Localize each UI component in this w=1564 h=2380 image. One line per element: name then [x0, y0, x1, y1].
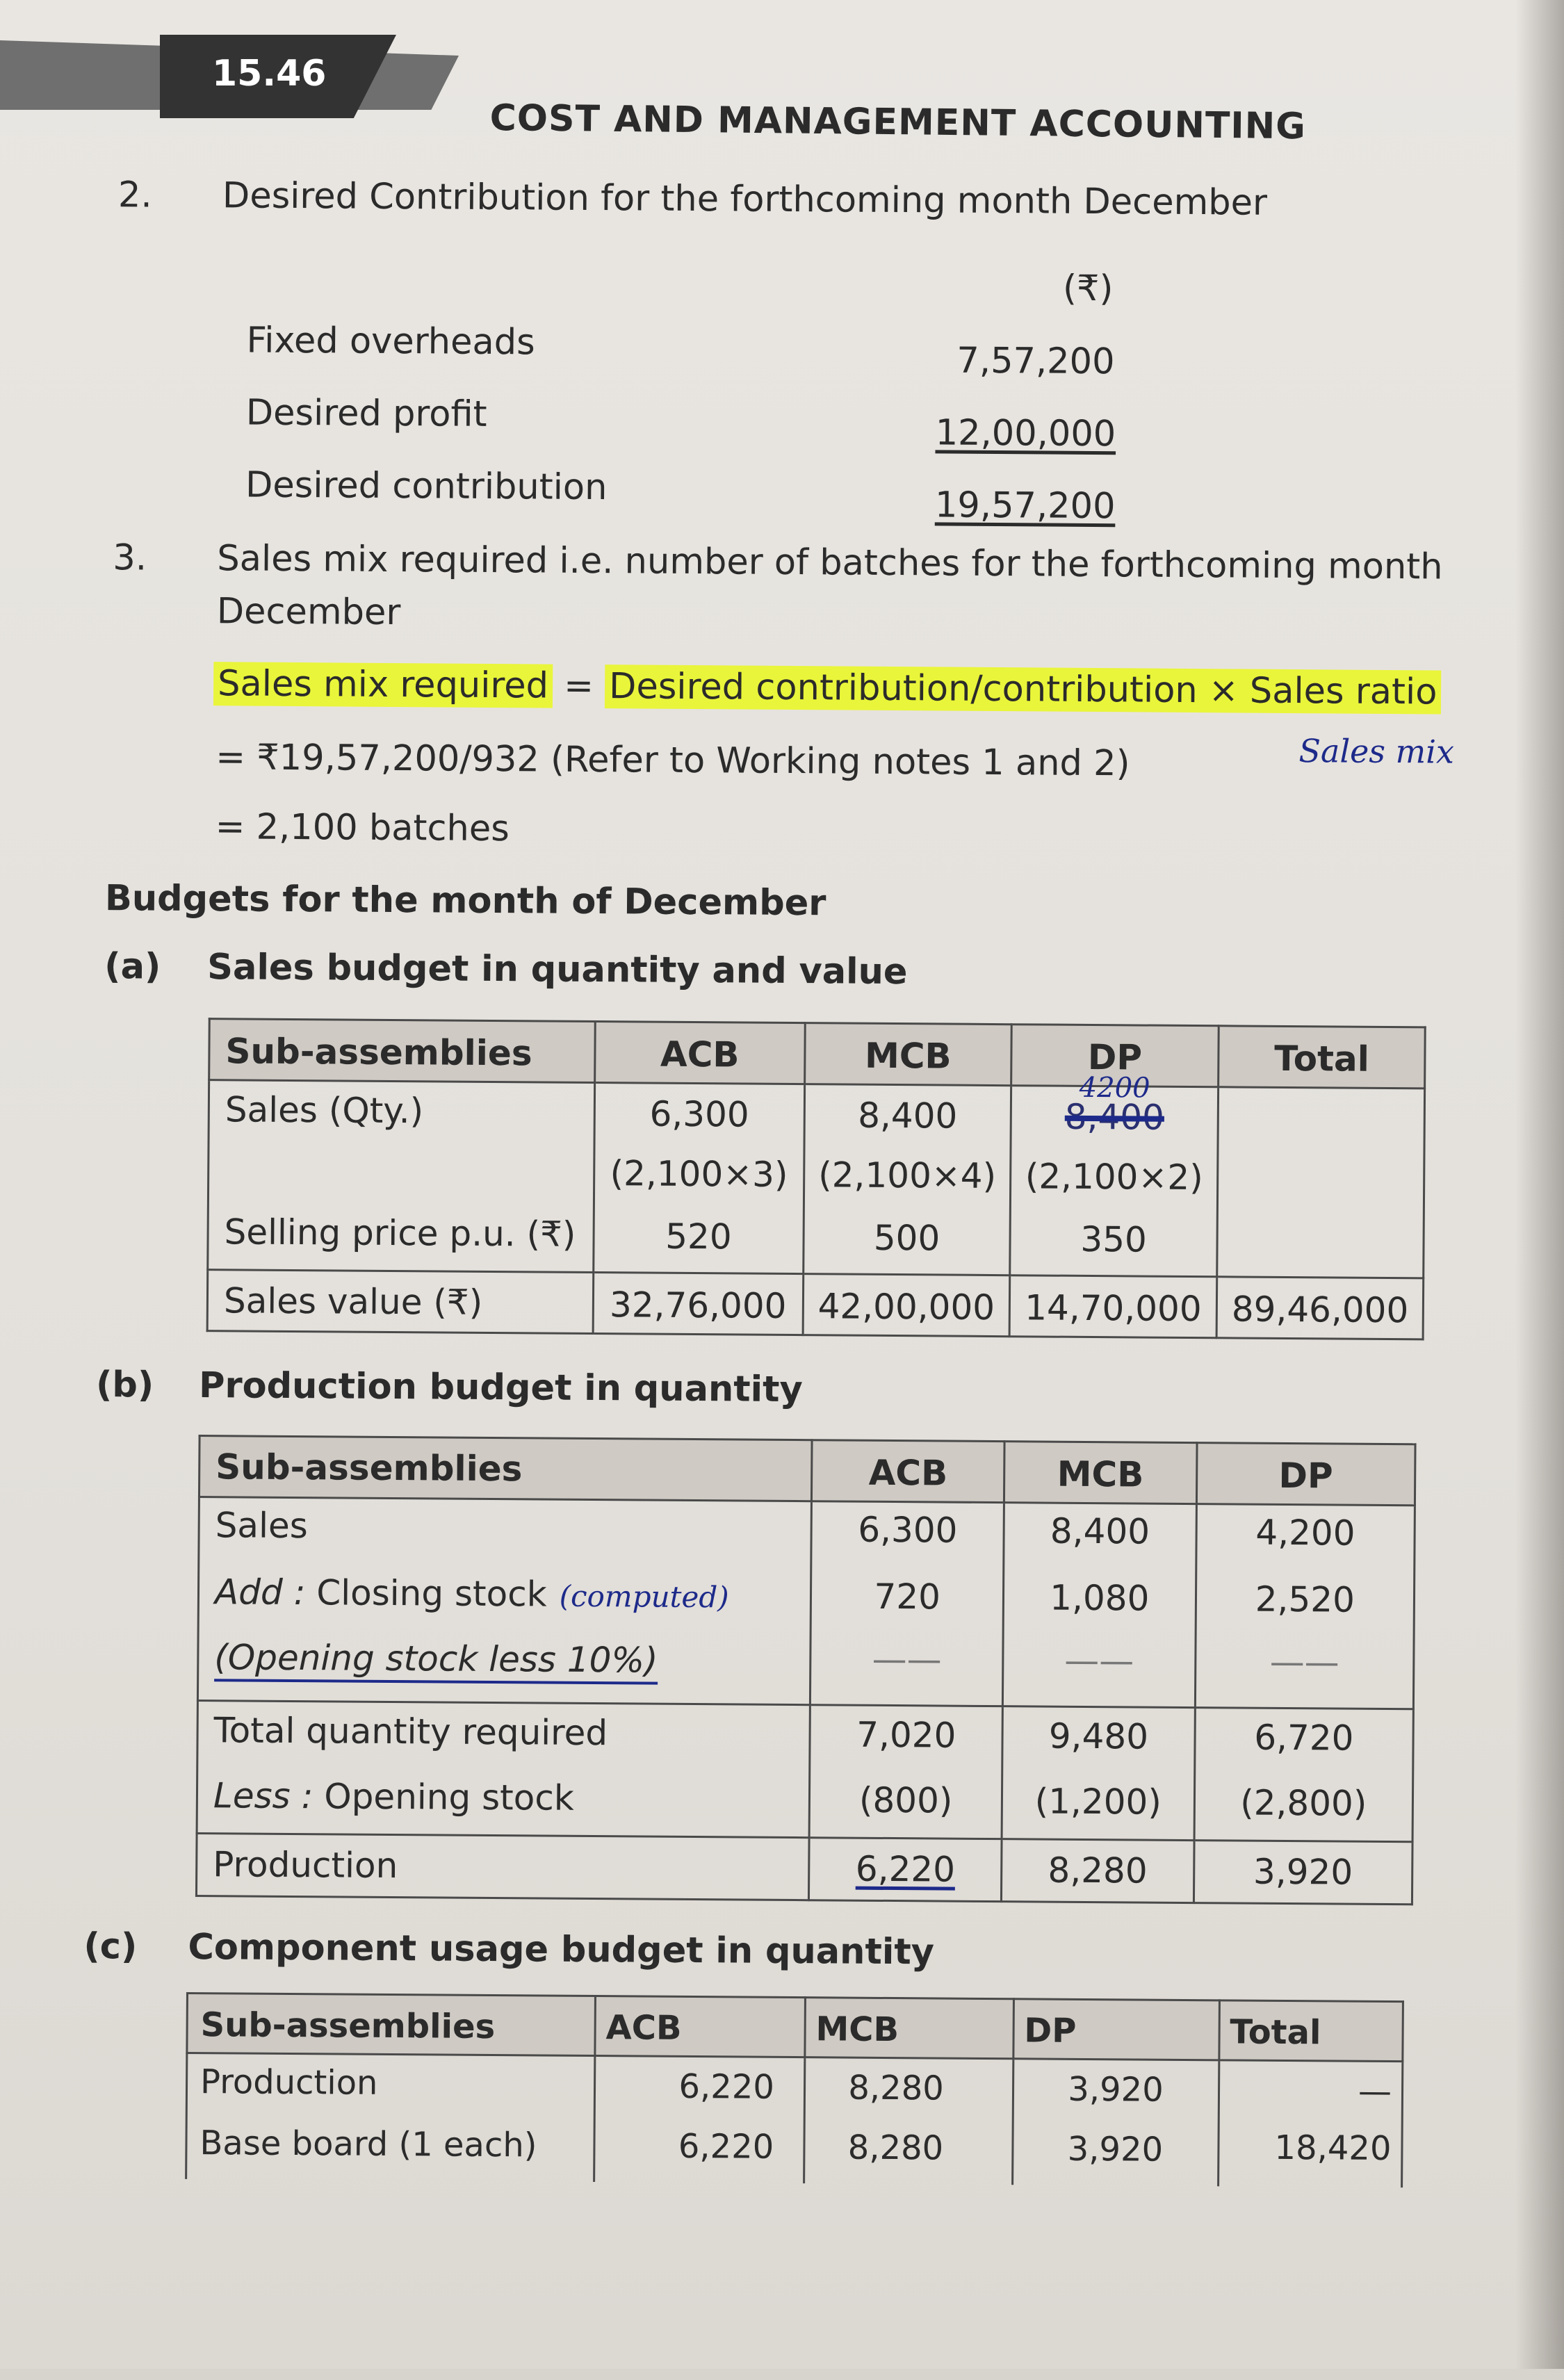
mcb-sales-qty: 8,400 [857, 1095, 958, 1136]
mcb-price: 500 [873, 1217, 940, 1259]
formula-highlight-left: Sales mix required [213, 662, 553, 708]
mcb-total-qty: 9,480 [1048, 1715, 1149, 1757]
header-sub-assemblies: Sub-assemblies [225, 1031, 532, 1074]
mcb-cell [804, 1084, 1011, 1275]
header-total: Total [1230, 2012, 1321, 2053]
mcb-cell [1002, 1706, 1195, 1841]
formula-highlight-right: Desired contribution/contribution × Sales ratio [605, 665, 1442, 714]
dp-production-cell [1194, 1841, 1412, 1905]
sales-value-label: Sales value (₹) [223, 1280, 483, 1323]
row-label-cell [207, 1270, 593, 1334]
header-cell [209, 1019, 595, 1083]
sales-mix-formula [213, 663, 1442, 712]
dp-cell [1012, 2059, 1219, 2187]
table-a-label: (a) [104, 946, 161, 988]
mcb-opening-stock: (1,200) [1034, 1781, 1162, 1823]
header-sub-assemblies: Sub-assemblies [215, 1446, 523, 1490]
total-qty-label: Total quantity required [213, 1710, 608, 1754]
header-cell [1013, 1999, 1220, 2060]
header-acb: ACB [868, 1452, 948, 1494]
dp-sales: 4,200 [1255, 1512, 1355, 1554]
row-label-cell [196, 1834, 809, 1900]
budgets-heading: Budgets for the month of December [104, 878, 826, 924]
book-title: COST AND MANAGEMENT ACCOUNTING [489, 97, 1307, 148]
dp-value-cell [1009, 1275, 1217, 1338]
mcb-production: 8,280 [848, 2068, 944, 2108]
dp-total-qty: 6,720 [1254, 1717, 1354, 1759]
acb-sales-qty: 6,300 [649, 1093, 749, 1135]
acb-base-board: 6,220 [678, 2126, 774, 2167]
total-sales-value: 89,46,000 [1231, 1289, 1409, 1331]
table-b-label: (b) [95, 1364, 154, 1406]
acb-production: 6,220 [678, 2067, 775, 2107]
desired-contribution-label: Desired contribution [245, 464, 608, 509]
header-sub-assemblies: Sub-assemblies [200, 2005, 496, 2047]
row-label-cell [197, 1497, 811, 1705]
dp-cell [1194, 1708, 1414, 1842]
header-mcb: MCB [1057, 1453, 1144, 1495]
production-label: Production [199, 2062, 378, 2103]
header-cell [1004, 1442, 1196, 1504]
header-cell [595, 1996, 805, 2057]
opening-stock-text: Opening stock [324, 1776, 574, 1818]
table-c-title: Component usage budget in quantity [188, 1926, 935, 1973]
production-budget-table [195, 1435, 1417, 1905]
header-cell [812, 1440, 1004, 1503]
mcb-rule: —— [1064, 1640, 1134, 1681]
dp-production: 3,920 [1253, 1851, 1353, 1893]
acb-cell [593, 1083, 804, 1274]
page-number: 15.46 [212, 53, 327, 95]
row-label-cell [186, 2053, 595, 2182]
acb-rule: —— [872, 1638, 942, 1680]
total-cell [1217, 1087, 1425, 1278]
sales-budget-table [206, 1018, 1426, 1340]
dp-cell [1009, 1071, 1219, 1277]
section-3-heading-line2: December [216, 591, 401, 634]
total-value-cell [1216, 1277, 1423, 1339]
base-board-label: Base board (1 each) [199, 2124, 537, 2165]
closing-stock-label [215, 1572, 729, 1615]
dp-sales-qty-struck: 8,400 [1064, 1096, 1165, 1138]
acb-price: 520 [665, 1216, 732, 1257]
fixed-overheads-value: 7,57,200 [956, 340, 1115, 383]
component-usage-table [185, 1992, 1404, 2187]
total-cell [1218, 2060, 1403, 2187]
mcb-production: 8,280 [1048, 1850, 1148, 1891]
header-acb: ACB [660, 1034, 740, 1075]
desired-profit-value: 12,00,000 [935, 412, 1116, 455]
table-c-label: (c) [83, 1925, 138, 1968]
header-cell [594, 1022, 805, 1084]
header-cell [1196, 1443, 1415, 1506]
header-cell [199, 1436, 812, 1501]
mcb-cell [1002, 1503, 1196, 1708]
desired-profit-label: Desired profit [245, 392, 487, 435]
mcb-sales-calc: (2,100×4) [818, 1155, 997, 1197]
header-acb: ACB [605, 2008, 682, 2048]
dp-opening-stock: (2,800) [1239, 1782, 1367, 1824]
total-base-board: 18,420 [1274, 2128, 1392, 2169]
mcb-sales: 8,400 [1050, 1510, 1150, 1552]
row-label-cell [197, 1701, 810, 1838]
acb-opening-stock: (800) [858, 1779, 953, 1821]
total-production-dash: — [1358, 2071, 1392, 2112]
opening-stock-less-note: (Opening stock less 10%) [214, 1637, 658, 1684]
handwritten-sales-mix-note: Sales mix [1298, 732, 1455, 771]
dp-closing-stock: 2,520 [1255, 1579, 1355, 1620]
less-prefix: Less : [213, 1775, 325, 1817]
calc-line-2: = 2,100 batches [215, 806, 510, 850]
acb-sales-value: 32,76,000 [609, 1285, 787, 1326]
header-cell [805, 1023, 1011, 1086]
table-b-title: Production budget in quantity [198, 1365, 803, 1411]
acb-production-cell [809, 1838, 1002, 1902]
dp-sales-calc: (2,100×2) [1025, 1156, 1203, 1198]
header-cell [1219, 2000, 1403, 2062]
formula-equals: = [552, 665, 605, 708]
dp-sales-value: 14,70,000 [1025, 1287, 1202, 1330]
handwritten-computed-note: (computed) [559, 1579, 729, 1615]
section-2-heading: Desired Contribution for the forthcoming month December [222, 175, 1268, 224]
header-cell [187, 1993, 596, 2055]
header-cell [805, 1998, 1013, 2059]
mcb-value-cell [803, 1274, 1009, 1337]
mcb-closing-stock: 1,080 [1050, 1577, 1150, 1619]
add-prefix: Add : [214, 1572, 317, 1613]
production-label: Production [213, 1844, 398, 1886]
dp-base-board: 3,920 [1067, 2129, 1164, 2169]
section-3-heading-line1: Sales mix required i.e. number of batches for the forthcoming month [217, 538, 1443, 588]
acb-total-qty: 7,020 [856, 1714, 956, 1756]
acb-cell [810, 1501, 1004, 1706]
section-3-number: 3. [113, 537, 147, 579]
calc-line-1: = ₹19,57,200/932 (Refer to Working notes 1 and 2) [215, 737, 1130, 785]
dp-production: 3,920 [1068, 2069, 1164, 2110]
header-total: Total [1274, 1038, 1370, 1079]
selling-price-label: Selling price p.u. (₹) [224, 1212, 576, 1255]
acb-cell [594, 2056, 805, 2184]
fixed-overheads-label: Fixed overheads [246, 320, 535, 364]
header-dp: DP [1087, 1036, 1143, 1078]
acb-cell [809, 1705, 1002, 1839]
acb-production: 6,220 [855, 1848, 956, 1890]
currency-header: (₹) [1062, 268, 1114, 310]
acb-closing-stock: 720 [874, 1576, 941, 1617]
header-mcb: MCB [864, 1035, 952, 1077]
row-label-cell [208, 1080, 594, 1273]
header-mcb: MCB [815, 2010, 899, 2050]
sales-label: Sales [215, 1505, 308, 1547]
desired-contribution-value: 19,57,200 [934, 484, 1116, 528]
acb-value-cell [593, 1273, 804, 1335]
header-dp: DP [1024, 2011, 1077, 2051]
table-a-title: Sales budget in quantity and value [207, 947, 908, 993]
opening-stock-label [213, 1775, 574, 1818]
dp-rule: —— [1269, 1641, 1339, 1683]
sales-qty-label: Sales (Qty.) [225, 1089, 424, 1132]
header-cell [1219, 1026, 1425, 1089]
acb-sales: 6,300 [858, 1509, 958, 1551]
section-2-number: 2. [117, 174, 152, 216]
mcb-production-cell [1001, 1839, 1194, 1903]
header-dp: DP [1278, 1455, 1333, 1497]
mcb-cell [804, 2057, 1013, 2185]
dp-price: 350 [1080, 1218, 1148, 1260]
acb-sales-calc: (2,100×3) [610, 1153, 788, 1195]
closing-stock-text: Closing stock [316, 1572, 547, 1615]
handwritten-dp-qty: 4200 [1079, 1071, 1150, 1105]
mcb-base-board: 8,280 [847, 2128, 944, 2168]
mcb-sales-value: 42,00,000 [817, 1286, 995, 1328]
dp-cell [1195, 1504, 1415, 1709]
